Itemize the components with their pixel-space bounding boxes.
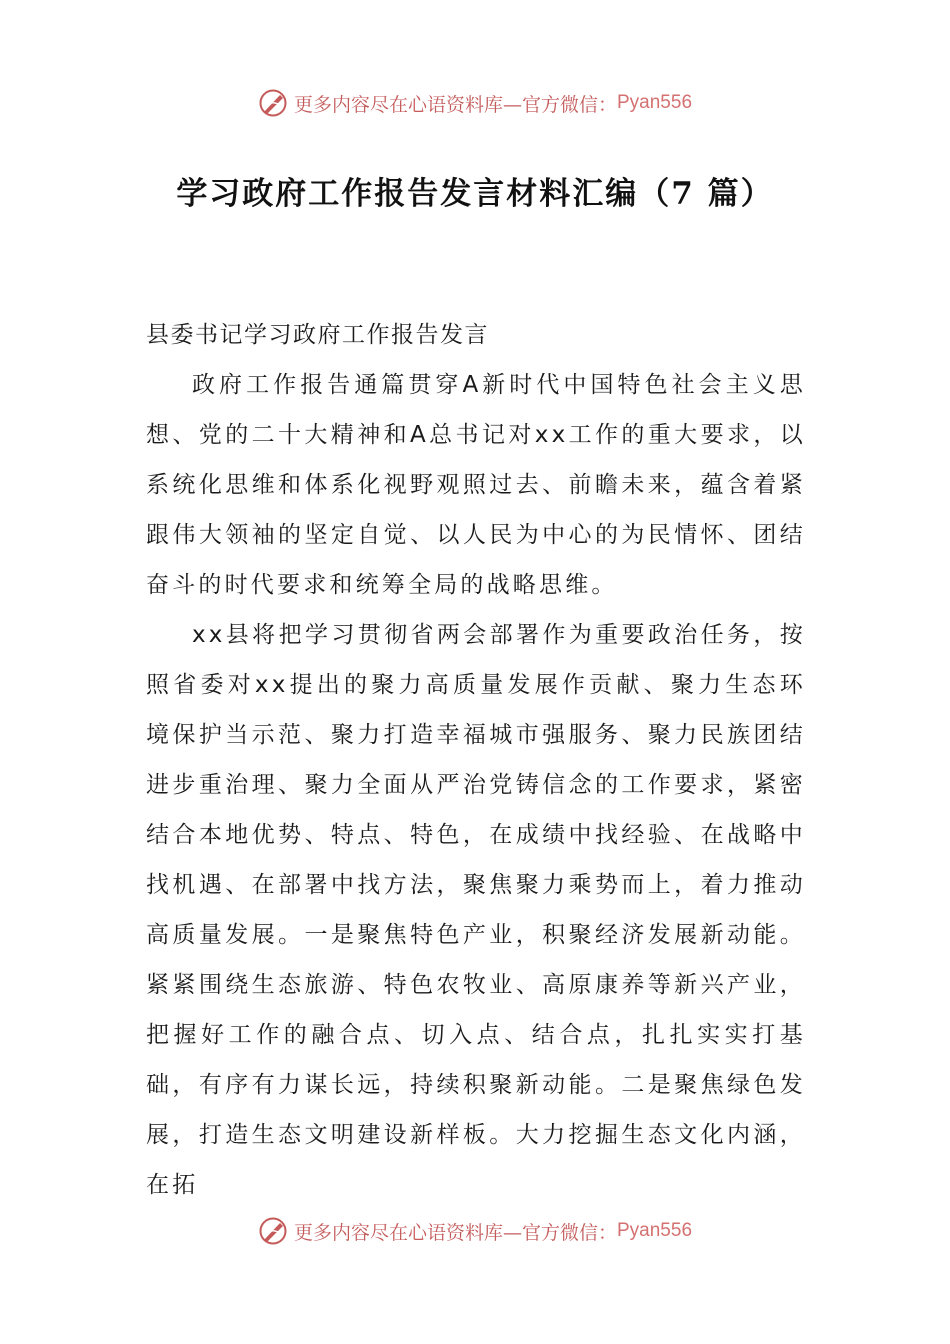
section-title: 县委书记学习政府工作报告发言 bbox=[146, 322, 489, 348]
watermark-wechat-id: Pyan556 bbox=[617, 1220, 693, 1241]
footer-watermark bbox=[0, 1211, 950, 1251]
paragraph-2: xx县将把学习贯彻省两会部署作为重要政治任务，按照省委对xx提出的聚力高质量发展作贡献、聚力生态环境保护当示范、聚力打造幸福城市强服务、聚力民族团结进步重治理、聚力全面从严治党铸信念的工作要求，紧密结合本地优势、特点、特色，在成绩中找经验、在战略中找机遇、在部署中找方法，聚焦聚力乘势而上，着力推动高质量发展。一是聚焦特色产业，积聚经济发展新动能。紧紧围绕生态旅游、特色农牧业、高原康养等新兴产业，把握好工作的融合点、切入点、结合点，扎扎实实打基础，有序有力谋长远，持续积聚新动能。二是聚焦绿色发展，打造生态文明建设新样板。大力挖掘生态文化内涵，在拓 bbox=[146, 622, 806, 1198]
paragraph-1: 政府工作报告通篇贯穿A新时代中国特色社会主义思想、党的二十大精神和A总书记对xx工作的重大要求，以系统化思维和体系化视野观照过去、前瞻未来，蕴含着紧跟伟大领袖的坚定自觉、以人民为中心的为民情怀、团结奋斗的时代要求和统筹全局的战略思维。 bbox=[146, 372, 806, 598]
header-watermark bbox=[0, 83, 950, 123]
watermark-text: 更多内容尽在心语资料库—官方微信： bbox=[293, 1221, 617, 1244]
watermark-text: 更多内容尽在心语资料库—官方微信： bbox=[293, 93, 617, 116]
watermark-wechat-id: Pyan556 bbox=[617, 92, 693, 113]
document-body bbox=[146, 310, 806, 1210]
document-title: 学习政府工作报告发言材料汇编（7 篇） bbox=[176, 176, 774, 212]
quill-seal-icon bbox=[258, 1216, 288, 1246]
quill-seal-icon bbox=[258, 88, 288, 118]
